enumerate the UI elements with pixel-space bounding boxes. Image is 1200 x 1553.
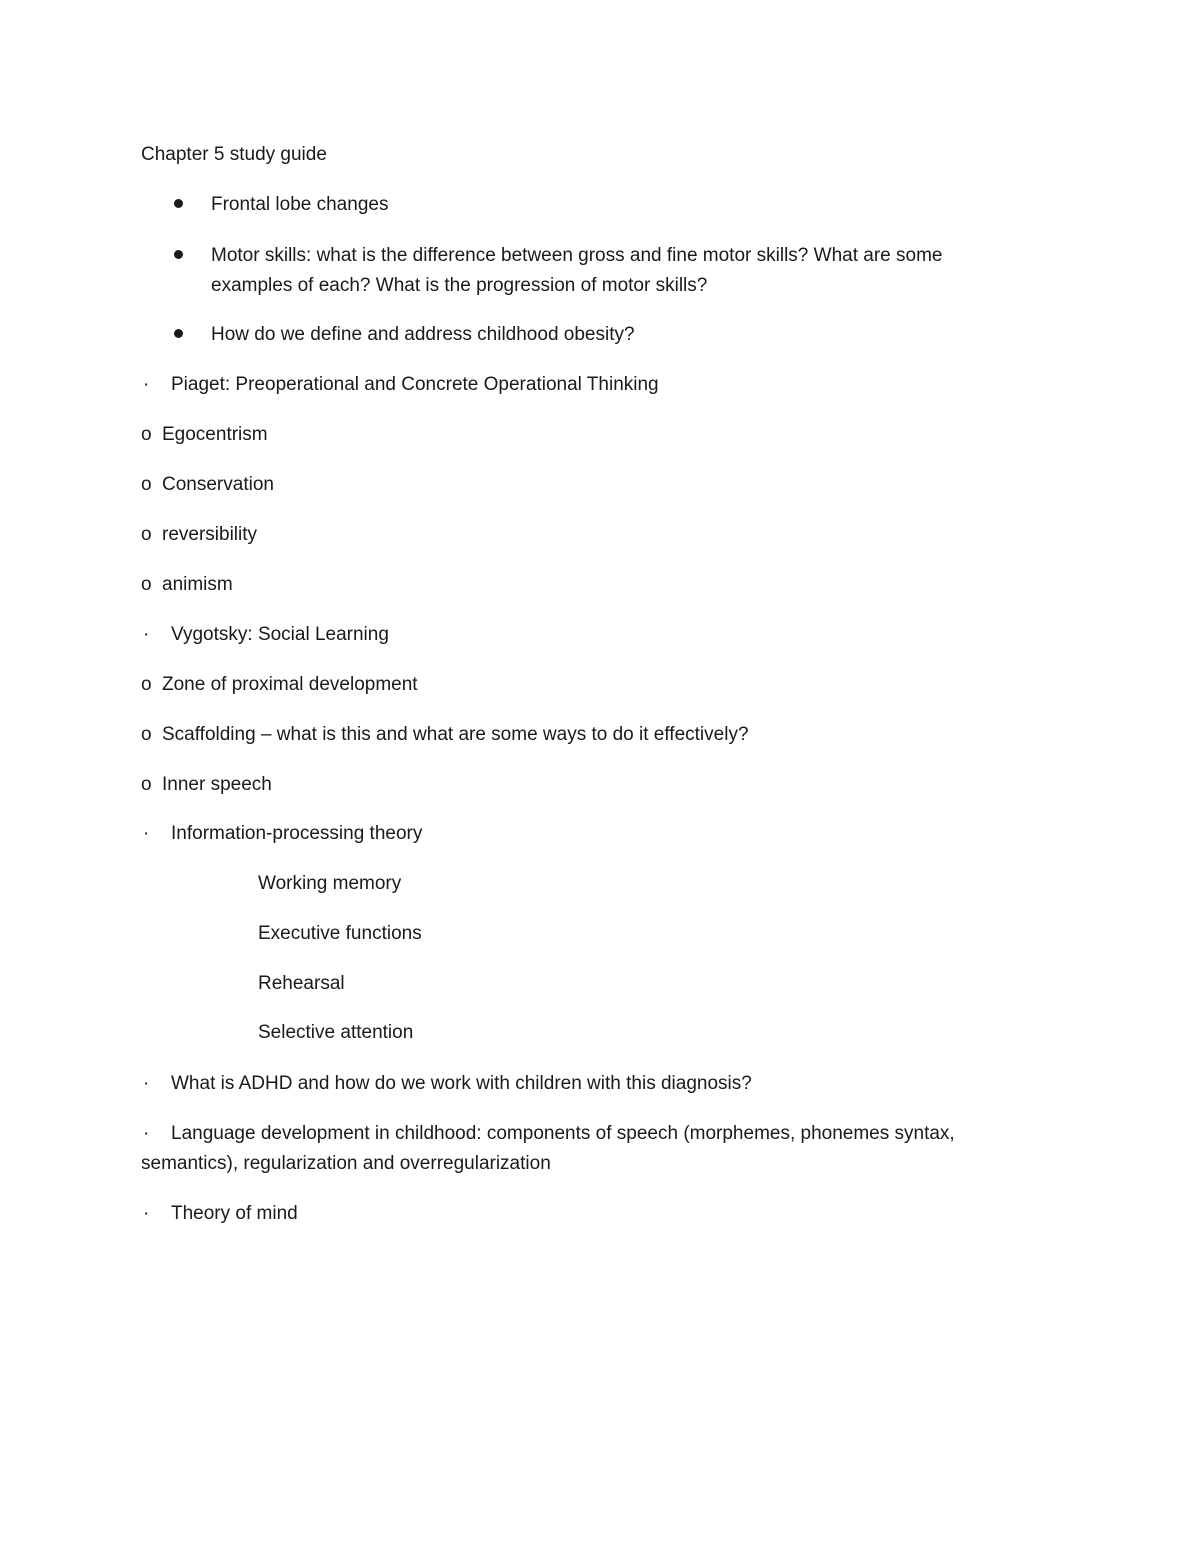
piaget-item: animism (162, 574, 233, 595)
piaget-heading: Piaget: Preoperational and Concrete Operational Thinking (171, 374, 659, 395)
bullet-dot (174, 241, 186, 253)
o-bullet: o (141, 574, 152, 595)
mid-dot-bullet: · (143, 1073, 150, 1094)
language-line1: Language development in childhood: components of speech (morphemes, phonemes syntax, (171, 1123, 955, 1144)
vygotsky-item: Inner speech (162, 774, 272, 795)
bullet-frontal-lobe: Frontal lobe changes (211, 194, 389, 215)
info-processing-item: Rehearsal (258, 973, 345, 994)
bullet-dot (174, 190, 186, 202)
mid-dot-bullet: · (143, 624, 150, 645)
bullet-obesity: How do we define and address childhood obesity? (211, 324, 635, 345)
o-bullet: o (141, 474, 152, 495)
info-processing-item: Executive functions (258, 923, 422, 944)
o-bullet: o (141, 724, 152, 745)
mid-dot-bullet: · (143, 823, 150, 844)
piaget-item: Egocentrism (162, 424, 268, 445)
o-bullet: o (141, 774, 152, 795)
vygotsky-heading: Vygotsky: Social Learning (171, 624, 389, 645)
o-bullet: o (141, 674, 152, 695)
bullet-motor-skills-line1: Motor skills: what is the difference between gross and fine motor skills? What are some (211, 245, 943, 266)
document-title: Chapter 5 study guide (141, 144, 327, 165)
info-processing-heading: Information-processing theory (171, 823, 423, 844)
adhd-item: What is ADHD and how do we work with children with this diagnosis? (171, 1073, 752, 1094)
mid-dot-bullet: · (143, 1123, 150, 1144)
piaget-item: reversibility (162, 524, 258, 545)
vygotsky-item: Scaffolding – what is this and what are some ways to do it effectively? (162, 724, 749, 745)
piaget-item: Conservation (162, 474, 274, 495)
theory-of-mind-item: Theory of mind (171, 1203, 298, 1224)
mid-dot-bullet: · (143, 1203, 150, 1224)
language-line2: semantics), regularization and overregularization (141, 1153, 551, 1174)
mid-dot-bullet: · (143, 374, 150, 395)
info-processing-item: Working memory (258, 873, 402, 894)
info-processing-item: Selective attention (258, 1022, 414, 1043)
bullet-motor-skills-line2: examples of each? What is the progression of motor skills? (211, 275, 708, 296)
o-bullet: o (141, 524, 152, 545)
bullet-dot (174, 320, 186, 332)
vygotsky-item: Zone of proximal development (162, 674, 418, 695)
o-bullet: o (141, 424, 152, 445)
